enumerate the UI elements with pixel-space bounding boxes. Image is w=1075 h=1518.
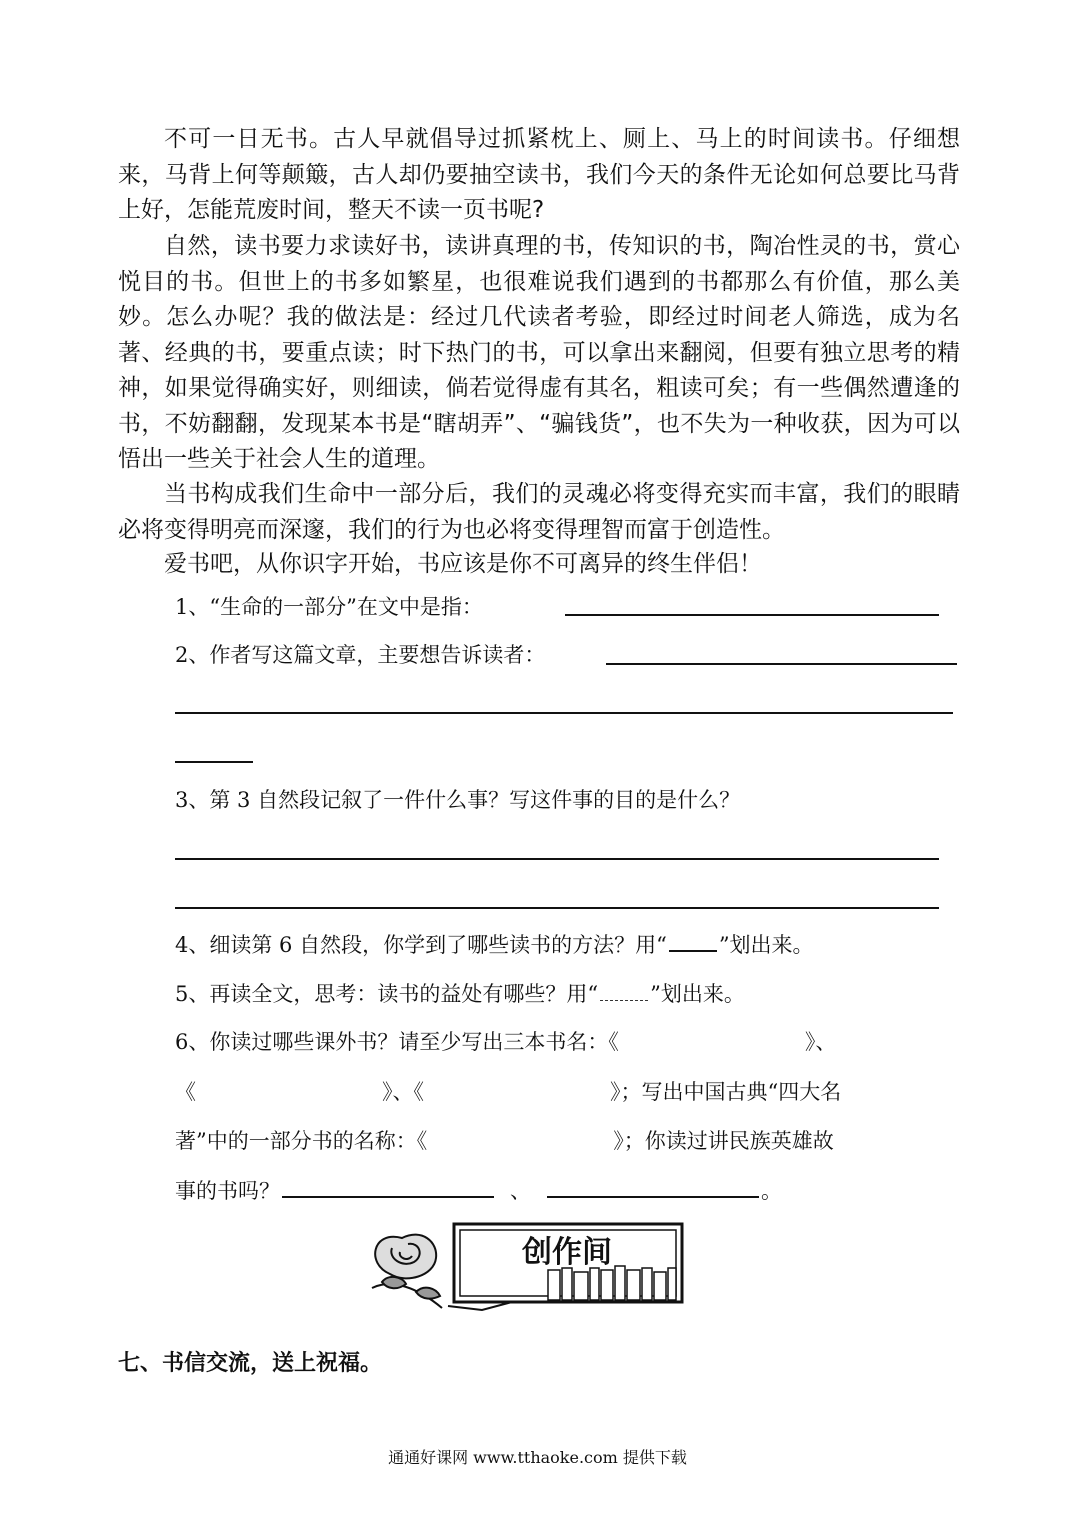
question-4 (175, 930, 814, 960)
hero-book-blank-2[interactable] (547, 1196, 759, 1198)
answer-line-q3-b[interactable] (175, 907, 939, 909)
q6-text-1a: 6、你读过哪些课外书？请至少写出三本书名：《 (175, 1030, 619, 1054)
q6-text-1b: 》、 (804, 1030, 837, 1054)
q6-text-4b: 、 (510, 1179, 531, 1203)
passage-paragraph-1: 不可一日无书。古人早就倡导过抓紧枕上、厕上、马上的时间读书。仔细想来，马背上何等颠簸，古人却仍要抽空读书，我们今天的条件无论如何总要比马背上好，怎能荒废时间，整天不读一页书呢? (118, 126, 960, 223)
answer-line-q2-b[interactable] (175, 712, 953, 714)
answer-line-q2-a[interactable] (606, 663, 957, 665)
question-6-line-2 (175, 1077, 841, 1107)
question-4-text-a: 4、细读第 6 自然段，你学到了哪些读书的方法？用“ (175, 933, 667, 957)
page-footer: 通通好课网 www.tthaoke.com 提供下载 (388, 1448, 687, 1467)
section-7-heading: 七、书信交流，送上祝福。 (118, 1351, 383, 1376)
question-6-line-4 (175, 1176, 782, 1206)
passage-paragraph-3: 当书构成我们生命中一部分后，我们的灵魂必将变得充实而丰富，我们的眼睛必将变得明亮而深邃，我们的行为也必将变得理智而富于创造性。 (118, 481, 960, 543)
question-5 (175, 979, 745, 1009)
q6-text-2a: 《 (175, 1080, 196, 1104)
question-1: 1、“生命的一部分”在文中是指： (175, 595, 483, 619)
question-6-line-3 (175, 1126, 834, 1156)
question-4-text-b: ”划出来。 (718, 933, 814, 957)
hero-book-blank-1[interactable] (282, 1196, 494, 1198)
answer-line-q3-a[interactable] (175, 858, 939, 860)
q6-text-3b: 》；你读过讲民族英雄故 (613, 1129, 834, 1153)
question-6-line-1 (175, 1027, 836, 1057)
q6-text-2b: 》、《 (382, 1080, 424, 1104)
question-3: 3、第 3 自然段记叙了一件什么事？写这件事的目的是什么？ (175, 788, 741, 812)
rose-and-books-illustration (362, 1218, 686, 1314)
question-5-text-a: 5、再读全文，思考：读书的益处有哪些？用“ (175, 982, 599, 1006)
q6-text-4a: 事的书吗？ (175, 1179, 280, 1203)
answer-line-q2-c[interactable] (175, 761, 253, 763)
wavy-underline-sample (600, 1000, 648, 1001)
passage-paragraph-2: 自然，读书要力求读好书，读讲真理的书，传知识的书，陶冶性灵的书，赏心悦目的书。但世上的书多如繁星，也很难说我们遇到的书都那么有价值，那么美妙。怎么办呢？我的做法是：经过几代读者考验，即经过时间老人筛选，成为名著、经典的书，要重点读；时下热门的书，可以拿出来翻阅，但要有独立思考的精神，如果觉得确实好，则细读，倘若觉得虚有其名，粗读可矣；有一些偶然遭逢的书，不妨翻翻，发现某本书是“瞎胡弄”、“骗钱货”，也不失为一种收获，因为可以悟出一些关于社会人生的道理。 (118, 233, 960, 472)
q6-text-4c: 。 (761, 1179, 782, 1203)
q6-text-2c: 》；写出中国古典“四大名 (610, 1080, 842, 1104)
banner-title: 创作间 (522, 1235, 612, 1270)
q6-text-3a: 著”中的一部分书的名称：《 (175, 1129, 428, 1153)
answer-line-q1[interactable] (565, 614, 939, 616)
question-2: 2、作者写这篇文章，主要想告诉读者： (175, 643, 546, 667)
underline-sample (669, 950, 717, 952)
question-5-text-b: ”划出来。 (650, 982, 745, 1006)
passage-paragraph-4: 爱书吧，从你识字开始，书应该是你不可离异的终生伴侣！ (164, 551, 762, 577)
creation-corner-banner (362, 1218, 686, 1314)
